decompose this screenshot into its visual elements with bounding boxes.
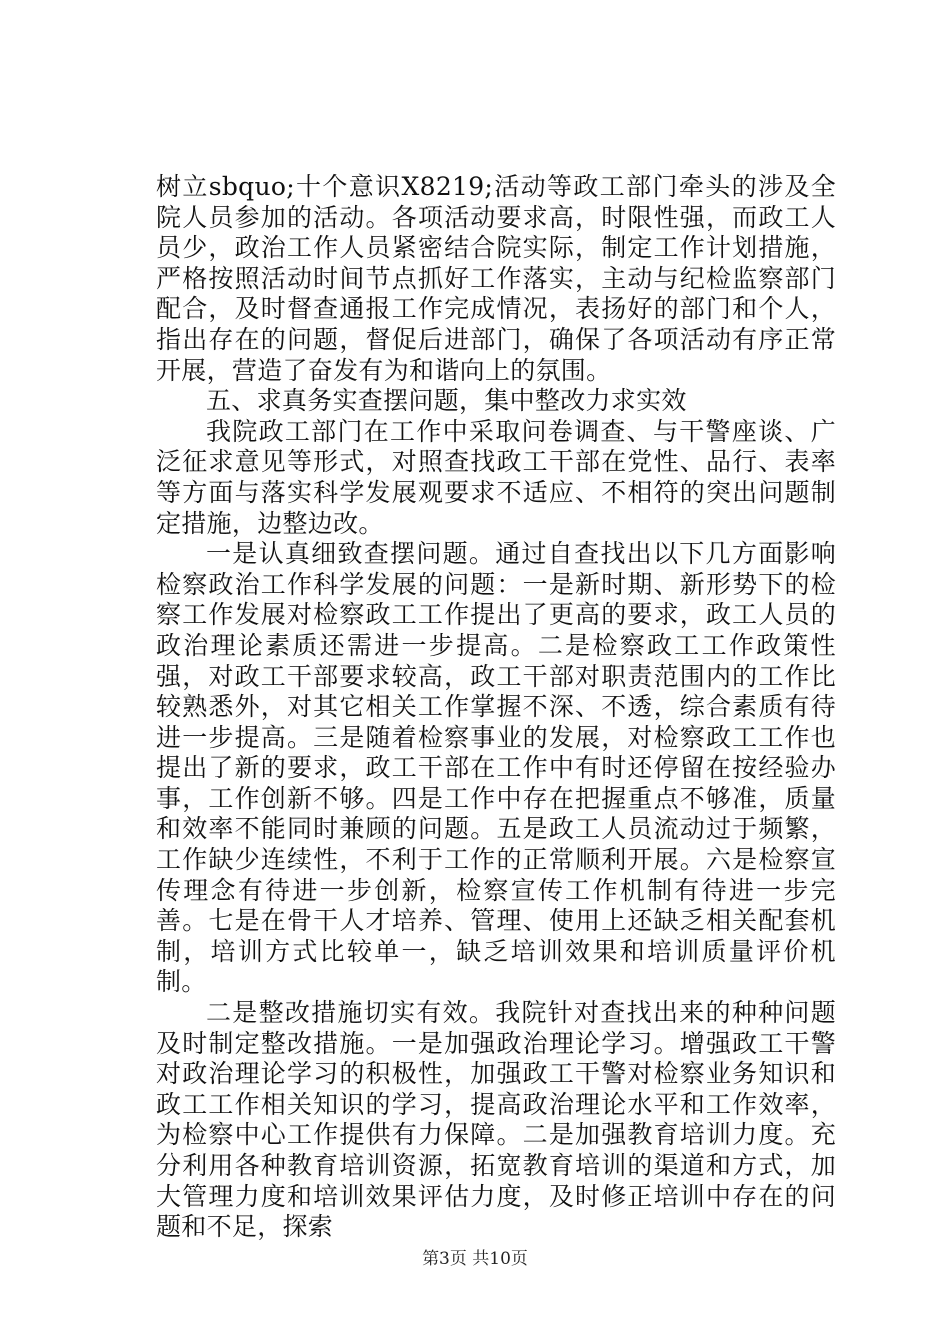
document-body [156,172,836,1243]
paragraph-methods: 我院政工部门在工作中采取问卷调查、与干警座谈、广泛征求意见等形式，对照查找政工干部在党性、品行、表率等方面与落实科学发展观要求不适应、不相符的突出问题制定措施，边整边改。 [156,416,836,538]
paragraph-problems: 一是认真细致查摆问题。通过自查找出以下几方面影响检察政治工作科学发展的问题：一是新时期、新形势下的检察工作发展对检察政工工作提出了更高的要求，政工人员的政治理论素质还需进一步提高。二是检察政工工作政策性强，对政工干部要求较高，政工干部对职责范围内的工作比较熟悉外，对其它相关工作掌握不深、不透，综合素质有待进一步提高。三是随着检察事业的发展，对检察政工工作也提出了新的要求，政工干部在工作中有时还停留在按经验办事，工作创新不够。四是工作中存在把握重点不够准，质量和效率不能同时兼顾的问题。五是政工人员流动过于频繁，工作缺少连续性，不利于工作的正常顺利开展。六是检察宣传理念有待进一步创新，检察宣传工作机制有待进一步完善。七是在骨干人才培养、管理、使用上还缺乏相关配套机制，培训方式比较单一，缺乏培训效果和培训质量评价机制。 [156,539,836,997]
paragraph-activities-continued: 树立sbquo;十个意识X8219;活动等政工部门牵头的涉及全院人员参加的活动。各项活动要求高，时限性强，而政工人员少，政治工作人员紧密结合院实际，制定工作计划措施，严格按照活动时间节点抓好工作落实，主动与纪检监察部门配合，及时督查通报工作完成情况，表扬好的部门和个人，指出存在的问题，督促后进部门，确保了各项活动有序正常开展，营造了奋发有为和谐向上的氛围。 [156,172,836,385]
section-heading-five: 五、求真务实查摆问题，集中整改力求实效 [206,386,687,416]
paragraph-rectification: 二是整改措施切实有效。我院针对查找出来的种种问题及时制定整改措施。一是加强政治理论学习。增强政工干警对政治理论学习的积极性，加强政工干警对检察业务知识和政工工作相关知识的学习，提高政治理论水平和工作效率，为检察中心工作提供有力保障。二是加强教育培训力度。充分利用各种教育培训资源，拓宽教育培训的渠道和方式，加大管理力度和培训效果评估力度，及时修正培训中存在的问题和不足，探索 [156,998,836,1242]
page-number-footer: 第3页 共10页 [422,1249,528,1269]
